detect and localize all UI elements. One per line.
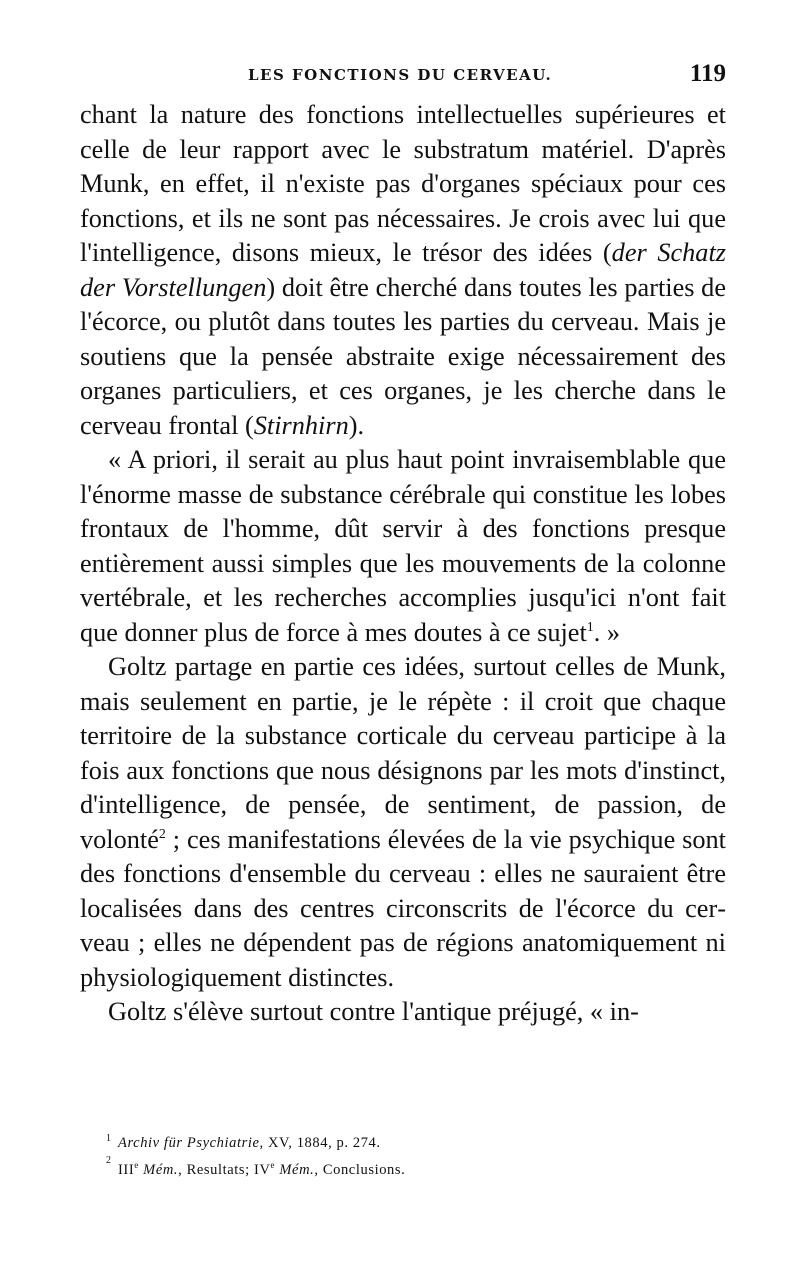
footnote-ref-1: 1 [586,619,594,635]
footnote-1-citation: , XV, 1884, p. 274. [259,1135,381,1151]
paragraph-1-italic-stirnhirn: Stirnhirn [253,410,349,440]
running-head: LES FONCTIONS DU CERVEAU. [248,66,553,84]
paragraph-4 [80,995,726,1030]
paragraph-1-text-b: ) doit être cherché dans toutes les parties de l'écorce, ou plutôt dans toutes les parties du cerveau. Mais je soutiens que la pensée abstraite exige nécessairement des organes particuliers, et ces organes, je les cherche dans le cerveau frontal ( [80,272,726,440]
footnote-1-journal: Archiv für Psychiatrie [118,1135,260,1151]
paragraph-1-text-c: ). [348,410,365,440]
footnote-2-sup-2: e [270,1160,276,1170]
footnote-2-text-a: III [118,1161,135,1178]
paragraph-1-italic-german: der Schatz der Vorstellungen [80,238,726,302]
paragraph-2 [80,443,726,650]
body-text [80,98,726,1030]
page-number: 119 [689,60,726,87]
footnote-1 [80,1132,726,1154]
footnote-2 [80,1154,726,1181]
footnotes [80,1132,726,1181]
footnote-2-mem-2: Mém. [279,1161,315,1178]
paragraph-1 [80,98,726,443]
paragraph-4-text: Goltz s'élève surtout contre l'antique préjugé, « in- [108,997,639,1026]
paragraph-2-text-a: « A priori, il serait au plus haut point invraisemblable que l'énorme masse de substance cérébrale qui constitue les lobes frontaux de l'homme, dût servir à des fonctions presque entièrement aussi simples que les mouvements de la colonne vertébrale, et les recherches accomplies jusqu'ici n'ont fait que donner plus de force à mes doutes à ce sujet [80,445,726,647]
footnote-1-mark: 1 [106,1133,112,1144]
paragraph-1-text-a: chant la nature des fonctions intellectuelles supérieures et celle de leur rapport avec le substratum matériel. D'après Munk, en effet, il n'existe pas d'organes spéciaux pour ces fonctions, et ils ne sont pas nécessaires. Je crois avec lui que l'intelligence, disons mieux, le trésor des idées ( [80,100,726,267]
paragraph-2-text-b: . » [593,617,621,647]
page-header [80,62,726,92]
footnote-2-text-b: , Resultats; IV [178,1161,271,1178]
paragraph-3-text-a: Goltz partage en partie ces idées, surtout celles de Munk, mais seulement en partie, je le répète : il croit que chaque territoire de la substance corticale du cerveau participe à la fois aux fonctions que nous désignons par les mots d'instinct, d'intelligence, de pensée, de sentiment, de passion, de volonté [80,652,726,854]
footnote-2-mark: 2 [106,1155,112,1166]
footnote-2-mem-1: Mém. [143,1161,179,1178]
paragraph-3-text-b: ; ces manifestations élevées de la vie psychique sont des fonctions d'ensemble du cerveau : elles ne sauraient être localisées dans des centres circonscrits de l'écorce du cerveau ; elles ne dépendent pas de régions anatomiquement ni physiologiquement distinctes. [80,824,726,992]
footnote-2-sup-1: e [134,1160,139,1170]
footnote-2-text-c: , Conclusions. [314,1161,406,1178]
paragraph-3 [80,650,726,995]
footnote-ref-2: 2 [158,826,166,842]
